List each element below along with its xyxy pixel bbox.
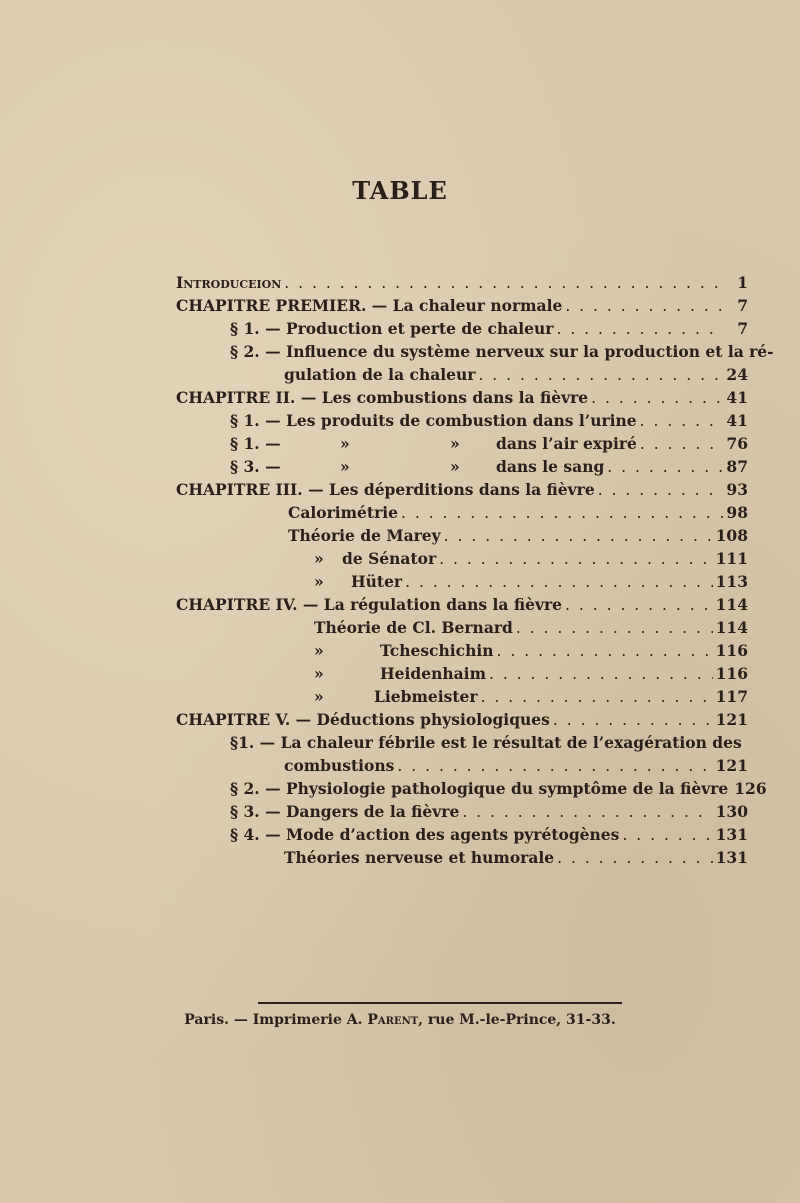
toc-page: 116 xyxy=(715,641,748,660)
toc-label: Calorimétrie xyxy=(288,503,398,522)
toc-entry-chapitre-5 xyxy=(176,710,748,732)
toc-label: § 1. — Les produits de combustion dans l’urine xyxy=(230,411,637,430)
toc-page: 121 xyxy=(715,756,748,775)
toc-label: Introduceion xyxy=(176,273,282,292)
toc-entry-5-1-line2 xyxy=(284,756,748,778)
toc-label: CHAPITRE III. — Les déperditions dans la fièvre xyxy=(176,480,595,499)
toc-page: 98 xyxy=(726,503,748,522)
toc-page: 130 xyxy=(715,802,748,821)
toc-label: Théorie de Marey xyxy=(288,526,441,545)
ditto-mark: » xyxy=(314,641,324,660)
toc-label: § 2. — Physiologie pathologique du symptôme de la fièvre xyxy=(230,779,729,798)
toc-label: Heidenhaim xyxy=(380,664,486,683)
toc-page: 113 xyxy=(715,572,748,591)
toc-entry-introduction xyxy=(176,273,748,295)
toc-page: 24 xyxy=(726,365,748,384)
imprint-suffix: , rue M.-le-Prince, 31-33. xyxy=(418,1012,616,1028)
ditto-mark: » xyxy=(314,572,324,591)
imprint-prefix: Paris. — Imprimerie A. xyxy=(184,1012,363,1028)
toc-page: 111 xyxy=(715,549,748,568)
toc-entry-3-calorimetrie xyxy=(288,503,748,525)
toc-entry-3-huter xyxy=(314,572,748,594)
toc-label: § 3. — Dangers de la fièvre xyxy=(230,802,460,821)
toc-page: 7 xyxy=(737,319,748,338)
toc-page: 76 xyxy=(726,434,748,453)
toc-entry-3-senator xyxy=(314,549,748,571)
toc-label: combustions xyxy=(284,756,395,775)
printer-imprint xyxy=(0,1012,800,1028)
ditto-mark: » xyxy=(340,457,350,476)
imprint-printer-name: Parent xyxy=(367,1012,419,1028)
page-title: TABLE xyxy=(352,176,448,205)
ditto-mark: » xyxy=(314,549,324,568)
toc-page: 93 xyxy=(726,480,748,499)
toc-label: dans l’air expiré xyxy=(496,434,637,453)
toc-label: Tcheschichin xyxy=(380,641,494,660)
toc-label: Liebmeister xyxy=(374,687,478,706)
toc-page: 7 xyxy=(737,296,748,315)
ditto-mark: » xyxy=(314,664,324,683)
toc-entry-5-1-line1: §1. — La chaleur fébrile est le résultat de l’exagération des xyxy=(230,733,742,752)
toc-page: 114 xyxy=(715,595,748,614)
toc-page: 126 xyxy=(734,779,767,798)
toc-entry-4-tcheschichin xyxy=(314,641,748,663)
toc-entry-chapitre-3 xyxy=(176,480,748,502)
toc-entry-4-liebmeister xyxy=(314,687,748,709)
toc-page: 116 xyxy=(715,664,748,683)
toc-entry-1-2-line2 xyxy=(284,365,748,387)
toc-entry-4-bernard xyxy=(314,618,748,640)
toc-label: Hüter xyxy=(351,572,403,591)
toc-label: Théorie de Cl. Bernard xyxy=(314,618,513,637)
toc-page: 131 xyxy=(715,825,748,844)
toc-page: 41 xyxy=(726,388,748,407)
ditto-mark: » xyxy=(450,457,460,476)
toc-entry-2-1 xyxy=(230,411,748,433)
toc-label: § 1. — Production et perte de chaleur xyxy=(230,319,554,338)
toc-entry-1-1 xyxy=(230,319,748,341)
toc-entry-5-4 xyxy=(230,825,748,847)
toc-entry-5-2 xyxy=(230,779,767,801)
toc-label: § 4. — Mode d’action des agents pyrétogènes xyxy=(230,825,620,844)
toc-label: CHAPITRE IV. — La régulation dans la fièvre xyxy=(176,595,563,614)
toc-label: CHAPITRE PREMIER. — La chaleur normale xyxy=(176,296,563,315)
ditto-mark: » xyxy=(314,687,324,706)
toc-entry-3-marey xyxy=(288,526,748,548)
toc-label: CHAPITRE V. — Déductions physiologiques xyxy=(176,710,550,729)
ditto-mark: » xyxy=(340,434,350,453)
toc-label: dans le sang xyxy=(496,457,605,476)
toc-entry-chapitre-2 xyxy=(176,388,748,410)
toc-page: 117 xyxy=(715,687,748,706)
toc-page: 1 xyxy=(737,273,748,292)
toc-page: 87 xyxy=(726,457,748,476)
toc-label: § 3. — xyxy=(230,457,281,476)
imprint-rule xyxy=(258,1002,622,1004)
toc-entry-2-3 xyxy=(230,457,748,479)
toc-page: 114 xyxy=(715,618,748,637)
toc-label: de Sénator xyxy=(342,549,437,568)
toc-entry-2-2 xyxy=(230,434,748,456)
toc-label: gulation de la chaleur xyxy=(284,365,476,384)
toc-entry-chapitre-1 xyxy=(176,296,748,318)
toc-label: CHAPITRE II. — Les combustions dans la fièvre xyxy=(176,388,589,407)
toc-label: § 1. — xyxy=(230,434,281,453)
toc-page: 131 xyxy=(715,848,748,867)
toc-page: 108 xyxy=(715,526,748,545)
toc-entry-5-theories xyxy=(284,848,748,870)
toc-entry-4-heidenhaim xyxy=(314,664,748,686)
toc-entry-5-3 xyxy=(230,802,748,824)
toc-entry-chapitre-4 xyxy=(176,595,748,617)
toc-label: Théories nerveuse et humorale xyxy=(284,848,555,867)
toc-entry-1-2-line1: § 2. — Influence du système nerveux sur la production et la ré- xyxy=(230,342,774,361)
toc-page: 121 xyxy=(715,710,748,729)
toc-page: 41 xyxy=(726,411,748,430)
ditto-mark: » xyxy=(450,434,460,453)
